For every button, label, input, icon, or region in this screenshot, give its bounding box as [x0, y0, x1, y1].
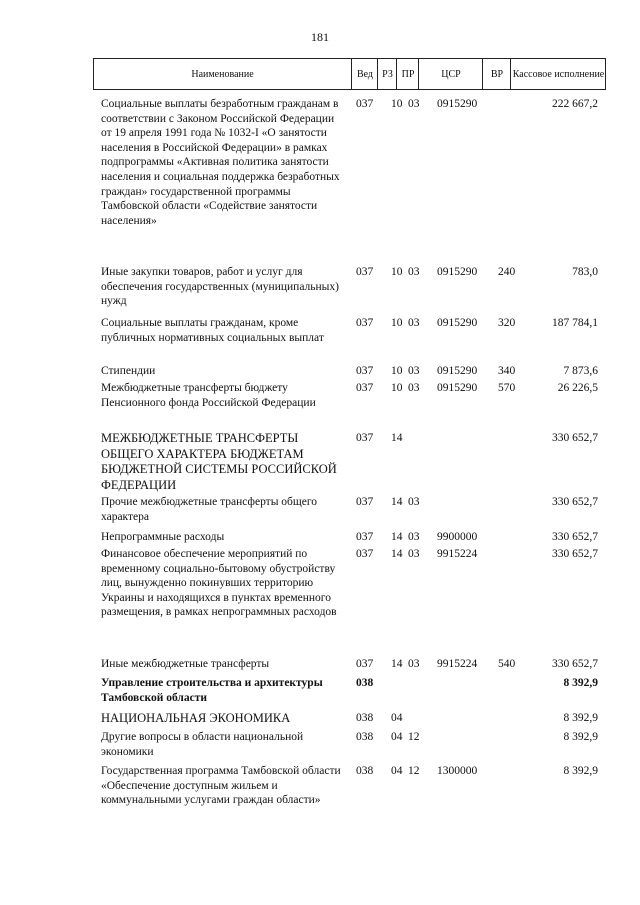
row-rz: 10	[391, 266, 403, 278]
row-ved: 038	[356, 765, 374, 777]
row-pr: 03	[408, 496, 420, 508]
row-amount: 330 652,7	[552, 531, 598, 543]
header-amount: Кассовое исполнение	[510, 59, 606, 89]
row-amount: 330 652,7	[552, 496, 598, 508]
row-amount: 222 667,2	[552, 98, 598, 110]
row-pr: 12	[408, 731, 420, 743]
row-rz: 14	[391, 658, 403, 670]
header-name: Наименование	[191, 68, 254, 80]
row-name: Стипендии	[101, 365, 156, 377]
header-ved: Вед	[351, 59, 378, 89]
row-csr: 0915290	[437, 266, 478, 278]
row-pr: 03	[408, 98, 420, 110]
row-amount: 330 652,7	[552, 658, 598, 670]
row-ved: 037	[356, 98, 374, 110]
row-csr: 0915290	[437, 365, 478, 377]
row-name: Государственная программа Тамбовской области «Обеспечение доступным жильем и коммунальными услугами граждан области»	[101, 765, 341, 807]
row-rz: 10	[391, 365, 403, 377]
row-name: Иные межбюджетные трансферты	[101, 658, 270, 670]
row-ved: 037	[356, 548, 374, 560]
row-ved: 037	[356, 382, 374, 394]
row-amount: 8 392,9	[563, 765, 598, 777]
row-ved: 038	[356, 712, 374, 724]
row-rz: 14	[391, 432, 403, 444]
page-number: 181	[311, 30, 329, 44]
row-vr: 540	[498, 658, 516, 670]
row-vr: 340	[498, 365, 516, 377]
row-name: Финансовое обеспечение мероприятий по временному социально-бытовому обустройству лиц, вынужденно покинувших территорию Украины и находящихся в пунктах временного размещения, в рамках непрограммных расходов	[101, 548, 337, 619]
row-rz: 10	[391, 317, 403, 329]
row-ved: 037	[356, 317, 374, 329]
row-name: Непрограммные расходы	[101, 531, 225, 543]
row-ved: 037	[356, 496, 374, 508]
row-amount: 783,0	[572, 266, 598, 278]
row-amount: 8 392,9	[563, 731, 598, 743]
row-csr: 0915290	[437, 317, 478, 329]
row-csr: 0915290	[437, 382, 478, 394]
row-ved: 037	[356, 432, 374, 444]
row-ved: 038	[356, 731, 374, 743]
row-vr: 570	[498, 382, 516, 394]
row-pr: 03	[408, 317, 420, 329]
row-amount: 8 392,9	[563, 677, 598, 689]
row-pr: 03	[408, 548, 420, 560]
row-pr: 03	[408, 266, 420, 278]
row-rz: 14	[391, 548, 403, 560]
row-rz: 14	[391, 496, 403, 508]
row-pr: 03	[408, 531, 420, 543]
row-csr: 9915224	[437, 548, 478, 560]
header-vr: ВР	[482, 59, 511, 89]
row-ved: 037	[356, 658, 374, 670]
row-rz: 10	[391, 98, 403, 110]
row-csr: 0915290	[437, 98, 478, 110]
header-pr: ПР	[396, 59, 419, 89]
row-amount: 330 652,7	[552, 432, 598, 444]
table-header	[93, 58, 606, 90]
row-amount: 7 873,6	[563, 365, 598, 377]
row-name: Другие вопросы в области национальной экономики	[101, 731, 304, 758]
row-pr: 03	[408, 365, 420, 377]
row-amount: 187 784,1	[552, 317, 598, 329]
row-name: МЕЖБЮДЖЕТНЫЕ ТРАНСФЕРТЫ ОБЩЕГО ХАРАКТЕРА БЮДЖЕТАМ БЮДЖЕТНОЙ СИСТЕМЫ РОССИЙСКОЙ ФЕДЕРАЦИИ	[101, 431, 337, 492]
row-ved: 038	[356, 677, 374, 689]
row-csr: 1300000	[437, 765, 478, 777]
row-pr: 12	[408, 765, 420, 777]
row-rz: 14	[391, 531, 403, 543]
row-ved: 037	[356, 266, 374, 278]
row-ved: 037	[356, 365, 374, 377]
row-amount: 8 392,9	[563, 712, 598, 724]
row-pr: 03	[408, 658, 420, 670]
row-rz: 10	[391, 382, 403, 394]
row-name: Прочие межбюджетные трансферты общего характера	[101, 496, 318, 523]
row-name: Управление строительства и архитектуры Тамбовской области	[101, 677, 323, 704]
row-amount: 330 652,7	[552, 548, 598, 560]
row-pr: 03	[408, 382, 420, 394]
row-rz: 04	[391, 731, 403, 743]
row-rz: 04	[391, 765, 403, 777]
row-name: Социальные выплаты гражданам, кроме публичных нормативных социальных выплат	[101, 317, 324, 344]
row-amount: 26 226,5	[557, 382, 598, 394]
header-rz: РЗ	[377, 59, 397, 89]
row-name: НАЦИОНАЛЬНАЯ ЭКОНОМИКА	[101, 711, 291, 725]
row-ved: 037	[356, 531, 374, 543]
row-csr: 9900000	[437, 531, 478, 543]
row-name: Социальные выплаты безработным гражданам в соответствии с Законом Российской Федерации от 19 апреля 1991 года № 1032-I «О занятости населения в Российской Федерации» в рамках подпрограммы «Активная политика занятости населения и социальная поддержка безработных граждан» государственной программы Тамбовской области «Содействие занятости населения»	[101, 98, 340, 227]
row-name: Межбюджетные трансферты бюджету Пенсионного фонда Российской Федерации	[101, 382, 316, 409]
row-csr: 9915224	[437, 658, 478, 670]
row-vr: 240	[498, 266, 516, 278]
row-rz: 04	[391, 712, 403, 724]
row-vr: 320	[498, 317, 516, 329]
row-name: Иные закупки товаров, работ и услуг для обеспечения государственных (муниципальных) нужд	[101, 266, 339, 308]
header-csr: ЦСР	[418, 59, 483, 89]
